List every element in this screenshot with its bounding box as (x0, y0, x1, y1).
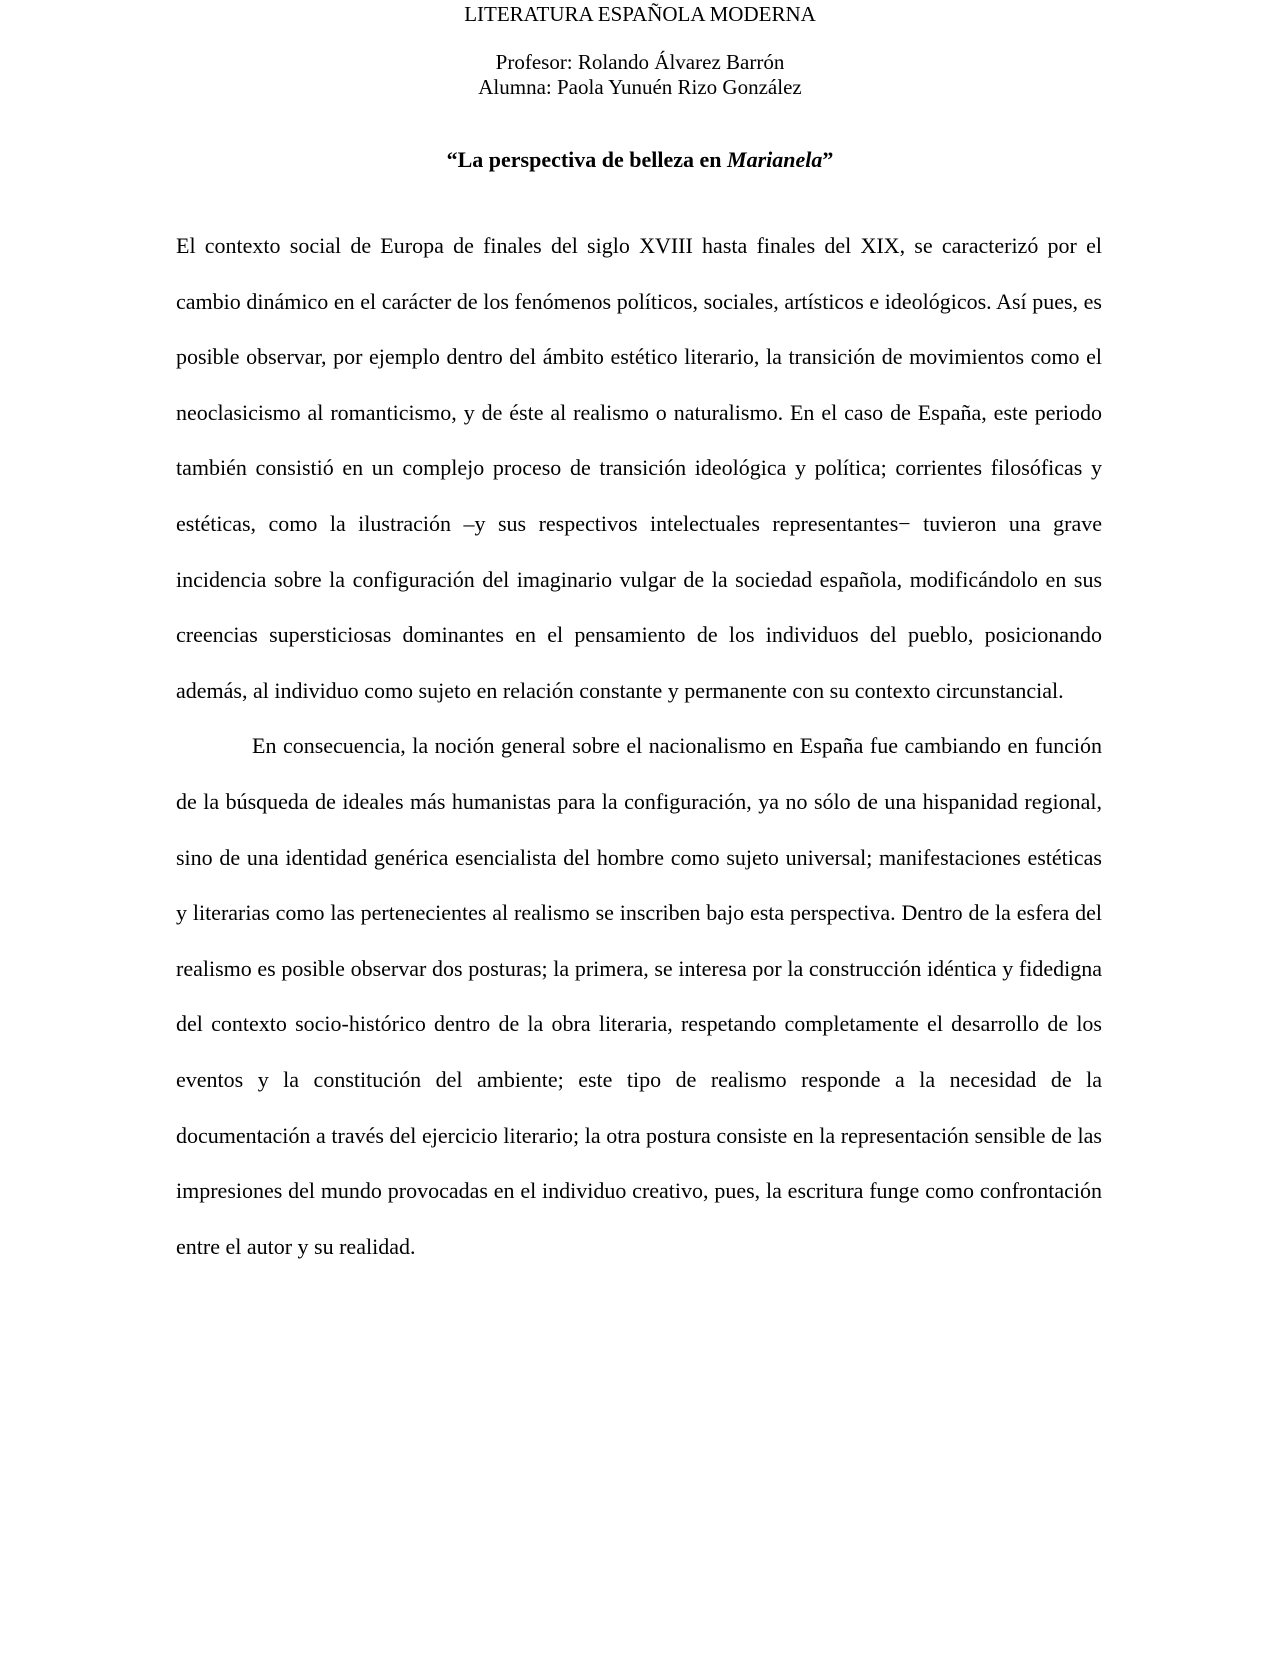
title-work-name: Marianela (727, 147, 823, 172)
professor-line: Profesor: Rolando Álvarez Barrón (495, 50, 785, 74)
credits-block (0, 50, 1280, 100)
student-line: Alumna: Paola Yunuén Rizo González (478, 75, 802, 99)
course-title: LITERATURA ESPAÑOLA MODERNA (464, 2, 816, 26)
title-prefix: La perspectiva de belleza en (457, 147, 728, 172)
essay-body (176, 218, 1102, 1274)
paragraph-1: El contexto social de Europa de finales del siglo XVIII hasta finales del XIX, se caracterizó por el cambio dinámico en el carácter de los fenómenos políticos, sociales, artísticos e ideológicos. Así pues, es posible observar, por ejemplo dentro del ámbito estético literario, la transición de movimientos como el neoclasicismo al romanticismo, y de éste al realismo o naturalismo. En el caso de España, este periodo también consistió en un complejo proceso de transición ideológica y política; corrientes filosóficas y estéticas, como la ilustración –y sus respectivos intelectuales representantes− tuvieron una grave incidencia sobre la configuración del imaginario vulgar de la sociedad española, modificándolo en sus creencias supersticiosas dominantes en el pensamiento de los individuos del pueblo, posicionando además, al individuo como sujeto en relación constante y permanente con su contexto circunstancial. (176, 233, 1102, 703)
title-close-quote: ” (822, 147, 834, 172)
title-open-quote: “ (446, 147, 458, 172)
essay-title (0, 146, 1280, 174)
paragraph-2: En consecuencia, la noción general sobre el nacionalismo en España fue cambiando en función de la búsqueda de ideales más humanistas para la configuración, ya no sólo de una hispanidad regional, sino de una identidad genérica esencialista del hombre como sujeto universal; manifestaciones estéticas y literarias como las pertenecientes al realismo se inscriben bajo esta perspectiva. Dentro de la esfera del realismo es posible observar dos posturas; la primera, se interesa por la construcción idéntica y fidedigna del contexto socio-histórico dentro de la obra literaria, respetando completamente el desarrollo de los eventos y la constitución del ambiente; este tipo de realismo responde a la necesidad de la documentación a través del ejercicio literario; la otra postura consiste en la representación sensible de las impresiones del mundo provocadas en el individuo creativo, pues, la escritura funge como confrontación entre el autor y su realidad. (176, 733, 1102, 1259)
